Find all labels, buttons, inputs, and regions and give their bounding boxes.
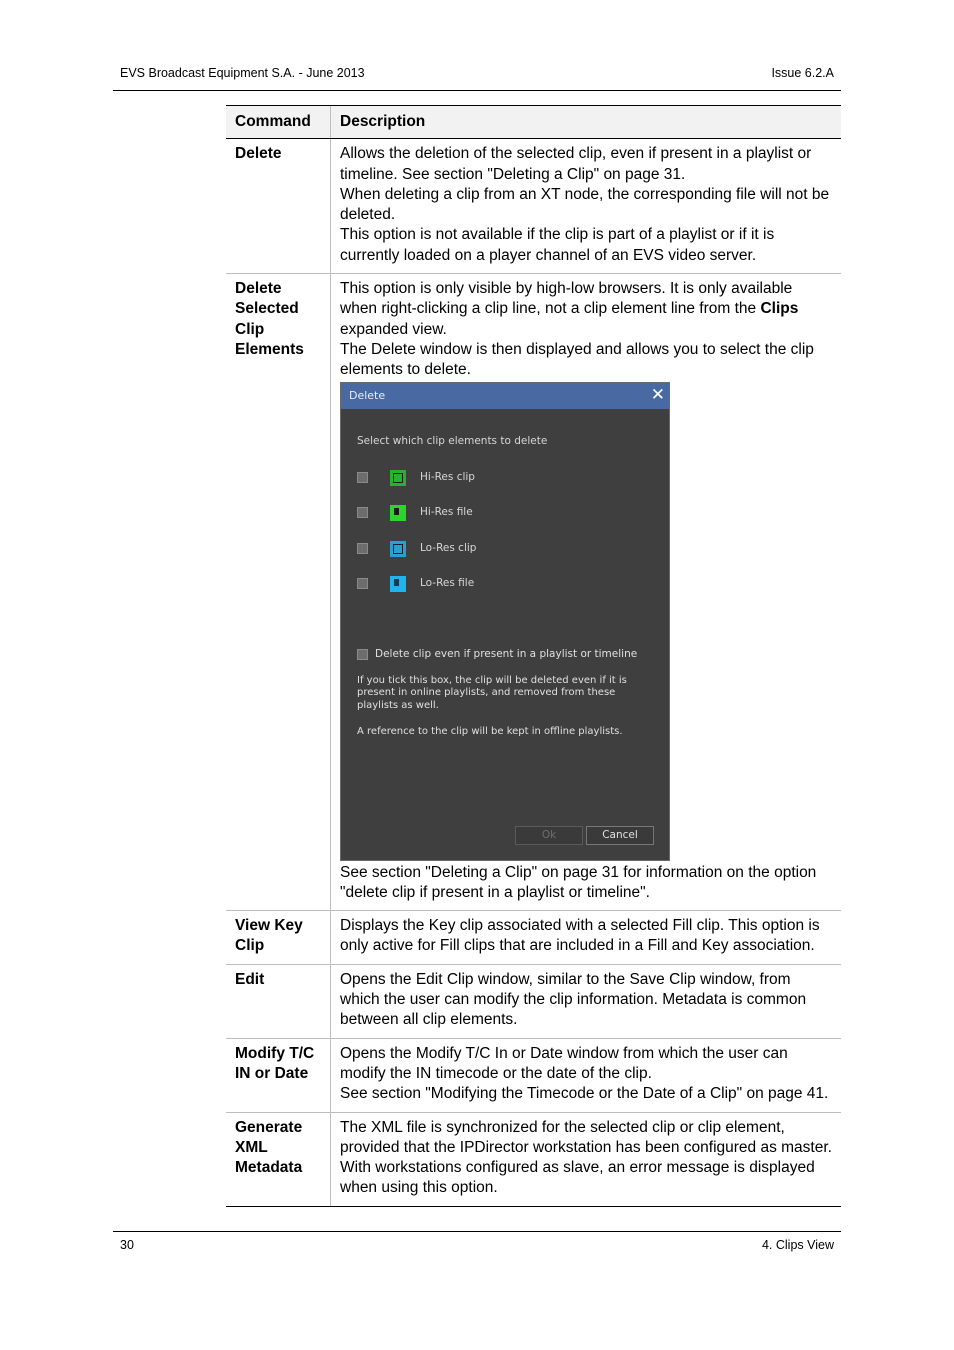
command-cell: Delete — [226, 139, 331, 273]
description-text: Opens the Modify T/C In or Date window from which the user can modify the IN timecode or the date of the clip. — [340, 1044, 788, 1082]
hi-res-clip-icon — [390, 470, 406, 486]
description-text: See section "Deleting a Clip" on page 31 for information on the option "delete clip if present in a playlist or timeline". — [340, 863, 817, 901]
table-row — [226, 1113, 841, 1206]
checkbox[interactable] — [357, 649, 368, 660]
description-text: This option is not available if the clip is part of a playlist or if it is currently loaded on a player channel of an EVS video server. — [340, 226, 775, 264]
checkbox[interactable] — [357, 472, 368, 483]
description-text-part: This option is only visible by high-low browsers. It is only available when right-clicking a clip line, not a clip element line from the — [340, 280, 793, 318]
description-text: Allows the deletion of the selected clip, even if present in a playlist or timeline. See section "Deleting a Clip" on page 31. — [340, 145, 812, 183]
delete-even-if-present-option[interactable] — [357, 648, 637, 661]
option-label: Lo-Res file — [420, 577, 475, 590]
description-cell — [331, 965, 841, 1038]
dialog-note: If you tick this box, the clip will be deleted even if it is present in online playlists, and removed from these playlists as well. — [357, 674, 627, 711]
table-row — [226, 274, 841, 911]
description-text: See section "Modifying the Timecode or the Date of a Clip" on page 41. — [340, 1085, 829, 1103]
command-cell: Generate XML Metadata — [226, 1113, 331, 1206]
description-text: The Delete window is then displayed and allows you to select the clip elements to delete. — [340, 340, 814, 379]
chapter-name: 4. Clips View — [761, 1238, 834, 1252]
command-cell: Edit — [226, 965, 331, 1038]
dialog-prompt: Select which clip elements to delete — [357, 434, 548, 447]
description-text: Opens the Edit Clip window, similar to the Save Clip window, from which the user can modify the clip information. Metadata is common between all clip elements. — [340, 970, 807, 1029]
header-rule — [113, 90, 841, 91]
close-icon[interactable]: ✕ — [650, 385, 665, 406]
description-cell — [331, 911, 841, 964]
dialog-note: A reference to the clip will be kept in offline playlists. — [357, 725, 623, 737]
table-header-row — [226, 106, 841, 139]
delete-dialog-screenshot — [340, 382, 670, 861]
option-label: Lo-Res clip — [420, 542, 477, 555]
checkbox[interactable] — [357, 578, 368, 589]
description-text — [340, 279, 833, 340]
checkbox[interactable] — [357, 543, 368, 554]
lo-res-file-icon — [390, 576, 406, 592]
description-text: When deleting a clip from an XT node, the corresponding file will not be deleted. — [340, 185, 830, 224]
column-header-command: Command — [226, 106, 331, 138]
ok-button[interactable]: Ok — [515, 826, 583, 845]
description-text: Displays the Key clip associated with a selected Fill clip. This option is only active for Fill clips that are included in a Fill and Key association. — [340, 917, 820, 955]
cancel-button[interactable]: Cancel — [586, 826, 654, 845]
description-text: The XML file is synchronized for the selected clip or clip element, provided that the IPDirector workstation has been configured as master. — [340, 1118, 832, 1156]
command-cell: Modify T/C IN or Date — [226, 1039, 331, 1112]
command-cell: Delete Selected Clip Elements — [226, 274, 331, 910]
header-left: EVS Broadcast Equipment S.A. - June 2013 — [120, 66, 365, 80]
description-text-part: expanded view. — [340, 320, 447, 338]
option-lo-res-file[interactable] — [357, 576, 474, 592]
table-row — [226, 1039, 841, 1113]
description-cell — [331, 1039, 841, 1112]
lo-res-clip-icon — [390, 541, 406, 557]
description-cell — [331, 139, 841, 273]
commands-table — [226, 105, 841, 1207]
column-header-description: Description — [340, 113, 426, 130]
table-row — [226, 965, 841, 1039]
page-number: 30 — [120, 1238, 134, 1252]
option-hi-res-file[interactable] — [357, 505, 473, 521]
description-cell — [331, 274, 841, 910]
description-text: With workstations configured as slave, an error message is displayed when using this option. — [340, 1159, 815, 1197]
clips-bold-term: Clips — [760, 300, 799, 318]
option-label: Hi-Res file — [420, 506, 473, 519]
hi-res-file-icon — [390, 505, 406, 521]
dialog-title: Delete — [349, 389, 386, 403]
checkbox[interactable] — [357, 507, 368, 518]
option-lo-res-clip[interactable] — [357, 541, 476, 557]
table-row — [226, 139, 841, 274]
option-label: Hi-Res clip — [420, 471, 475, 484]
table-row — [226, 911, 841, 965]
checkbox-label: Delete clip even if present in a playlist or timeline — [375, 647, 638, 660]
command-cell: View Key Clip — [226, 911, 331, 964]
description-cell — [331, 1113, 841, 1206]
option-hi-res-clip[interactable] — [357, 470, 475, 486]
dialog-title-bar — [341, 383, 669, 409]
footer-rule — [113, 1231, 841, 1232]
header-right: Issue 6.2.A — [771, 66, 834, 80]
